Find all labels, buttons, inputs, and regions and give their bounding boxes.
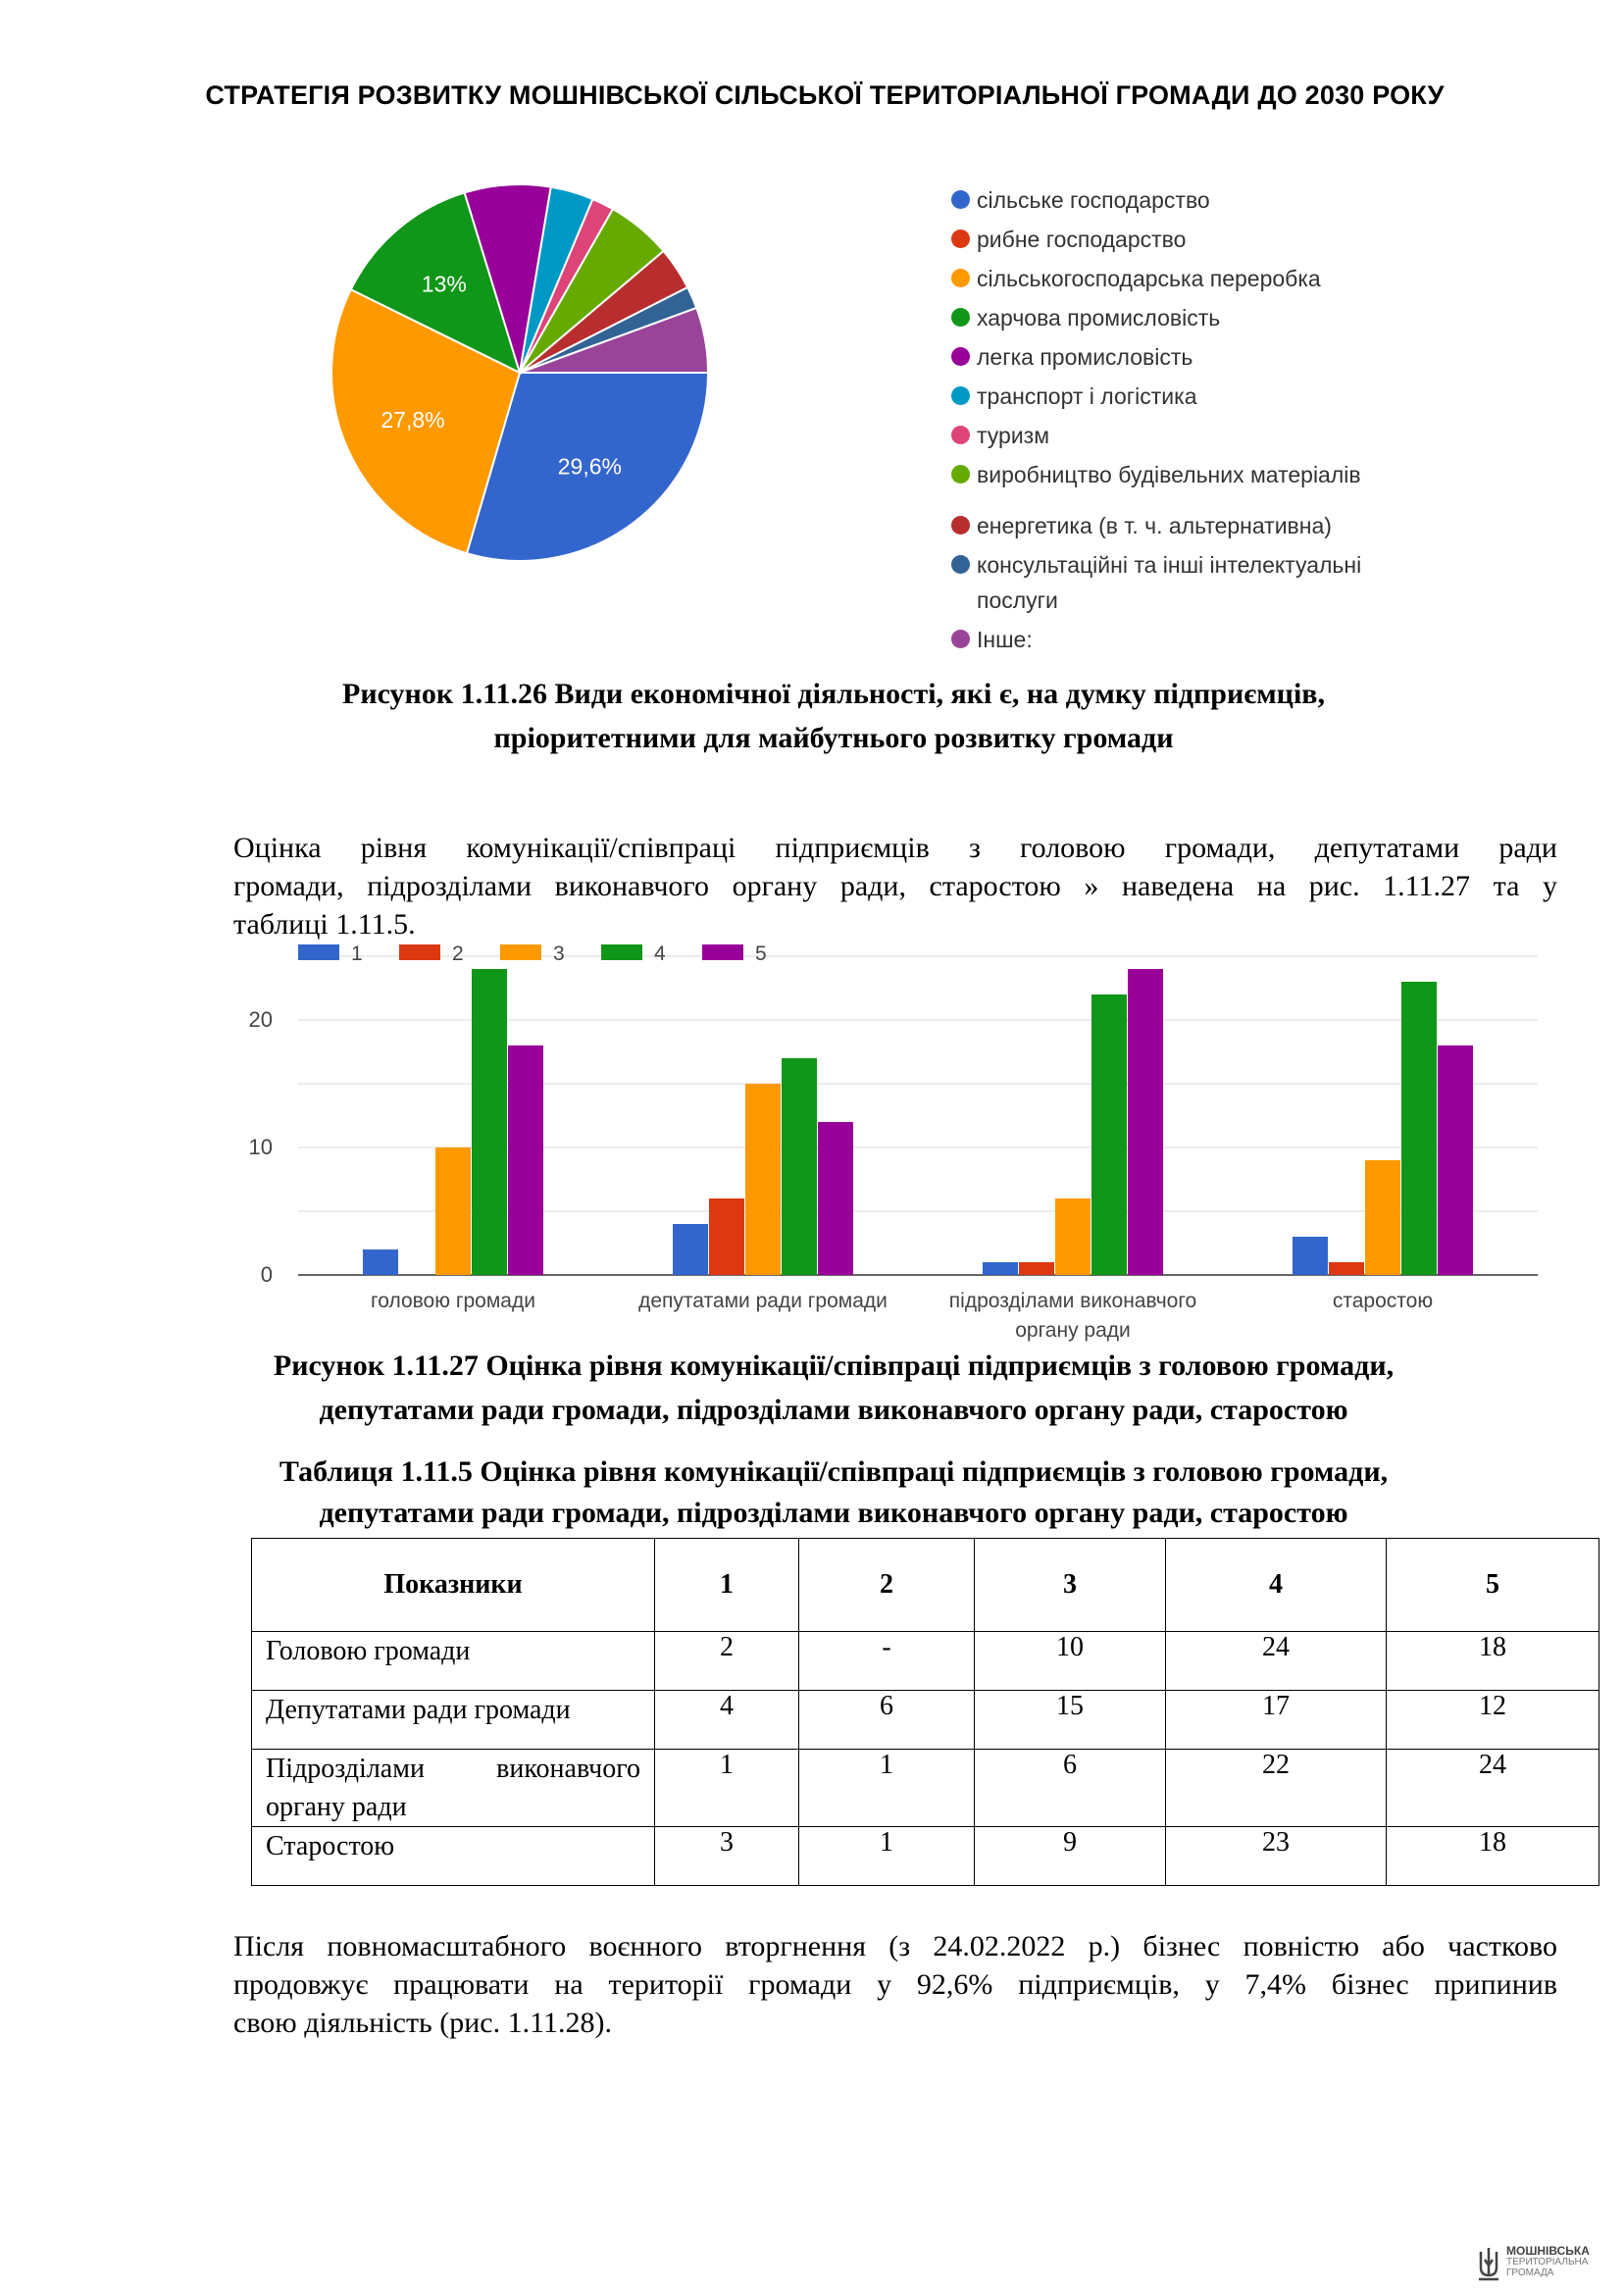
pie-chart <box>324 177 716 569</box>
bar-legend-label: 1 <box>351 942 363 965</box>
pie-legend-item <box>977 418 1049 453</box>
pie-slice-label: 13% <box>421 271 467 297</box>
table-row <box>252 1691 1599 1750</box>
pie-legend-label: Інше: <box>977 627 1033 652</box>
legend-color-dot <box>951 516 970 535</box>
table-row-label-text: Депутатами ради громади <box>266 1695 571 1725</box>
legend-color-dot <box>951 229 970 248</box>
figure-1-caption-line-2: пріоритетними для майбутнього розвитку громади <box>493 722 1174 754</box>
logo-line-1: МОШНІВСЬКА <box>1506 2244 1590 2258</box>
figure-2-caption-line-1: Рисунок 1.11.27 Оцінка рівня комунікації/співпраці підприємців з головою громади, <box>273 1350 1395 1382</box>
table-row <box>252 1750 1599 1827</box>
table-row-label <box>252 1691 655 1750</box>
bar <box>1438 1045 1473 1275</box>
x-tick-label: органу ради <box>1015 1319 1131 1342</box>
bar <box>673 1224 708 1275</box>
pie-legend-label: харчова промисловість <box>977 305 1221 331</box>
bar <box>782 1058 817 1275</box>
y-tick-label: 10 <box>248 1135 273 1159</box>
pie-legend-label: туризм <box>977 423 1050 448</box>
x-tick-label: підрозділами виконавчого <box>948 1290 1197 1312</box>
table-cell: 23 <box>1166 1827 1387 1886</box>
table-row <box>252 1632 1599 1691</box>
table-row-label-text: Підрозділами виконавчого <box>266 1754 640 1784</box>
bar <box>1019 1262 1054 1275</box>
bar <box>709 1198 744 1275</box>
table-cell: 3 <box>655 1827 799 1886</box>
table-caption-line-2: депутатами ради громади, підрозділами виконавчого органу ради, старостою <box>319 1497 1348 1529</box>
figure-2-caption <box>196 1344 1471 1432</box>
bar-legend-swatch <box>601 944 642 960</box>
bar <box>1329 1262 1364 1275</box>
logo-line-2: ТЕРИТОРІАЛЬНА <box>1506 2257 1589 2267</box>
y-tick-label: 0 <box>260 1262 273 1287</box>
pie-legend-label: консультаційні та інші інтелектуальні <box>977 552 1362 578</box>
intro-paragraph-line-1: Оцінка рівня комунікації/співпраці підприємців з головою громади, депутатами ради <box>233 832 1557 864</box>
table-cell: 1 <box>655 1750 799 1827</box>
intro-paragraph <box>233 829 1557 943</box>
pie-legend-item <box>977 508 1332 543</box>
legend-color-dot <box>951 190 970 209</box>
bar-legend-label: 2 <box>452 942 464 965</box>
bar <box>472 969 507 1275</box>
table-caption-line-1: Таблиця 1.11.5 Оцінка рівня комунікації/співпраці підприємців з головою громади, <box>279 1455 1389 1488</box>
legend-color-dot <box>951 630 970 648</box>
table-header-row <box>252 1539 1599 1632</box>
bar <box>818 1122 853 1275</box>
bar-legend-swatch <box>702 944 743 960</box>
pie-legend-item <box>977 457 1361 492</box>
table-row-label-text: Головою громади <box>266 1636 471 1666</box>
pie-legend-item <box>977 339 1193 375</box>
x-tick-label: старостою <box>1332 1290 1434 1312</box>
bar <box>745 1084 781 1275</box>
figure-1-caption-line-1: Рисунок 1.11.26 Види економічної діяльності, які є, на думку підприємців, <box>342 678 1325 710</box>
pie-slice-label: 27,8% <box>381 406 445 433</box>
bar-legend-label: 3 <box>553 942 565 965</box>
pie-legend-item <box>977 379 1197 414</box>
pie-legend-label: сільськогосподарська переробка <box>977 266 1321 291</box>
table-cell: 24 <box>1387 1750 1599 1827</box>
intro-paragraph-line-3: таблиці 1.11.5. <box>233 908 416 941</box>
bar-legend-swatch <box>399 944 440 960</box>
table-cell: 24 <box>1166 1632 1387 1691</box>
bar <box>435 1147 471 1275</box>
table-row-label <box>252 1750 655 1827</box>
table-header-cell: 2 <box>799 1539 975 1632</box>
table-row-label <box>252 1632 655 1691</box>
closing-paragraph-line-1: Після повномасштабного воєнного вторгнення (з 24.02.2022 р.) бізнес повністю або частково <box>233 1930 1557 1962</box>
legend-color-dot <box>951 269 970 287</box>
bar <box>1055 1198 1091 1275</box>
table-header-cell: 5 <box>1387 1539 1599 1632</box>
bar <box>1128 969 1163 1275</box>
table-cell: 9 <box>975 1827 1166 1886</box>
legend-color-dot <box>951 465 970 484</box>
pie-legend-item <box>977 300 1220 335</box>
table-cell: 10 <box>975 1632 1166 1691</box>
community-logo <box>1475 2246 1612 2285</box>
bar <box>1091 994 1127 1275</box>
legend-color-dot <box>951 555 970 574</box>
bar-chart <box>233 937 1567 1349</box>
legend-color-dot <box>951 347 970 366</box>
pie-legend-item <box>977 547 1361 618</box>
bar <box>983 1262 1018 1275</box>
table-cell: 17 <box>1166 1691 1387 1750</box>
y-tick-label: 20 <box>248 1007 273 1032</box>
pie-legend-label: виробництво будівельних матеріалів <box>977 462 1361 487</box>
legend-color-dot <box>951 426 970 444</box>
pie-legend-label: легка промисловість <box>977 344 1193 370</box>
figure-2-caption-line-2: депутатами ради громади, підрозділами виконавчого органу ради, старостою <box>319 1394 1348 1426</box>
bar <box>1401 982 1437 1275</box>
logo-line-3: ГРОМАДА <box>1506 2267 1554 2278</box>
legend-color-dot <box>951 386 970 405</box>
bar <box>1293 1237 1328 1275</box>
trident-icon <box>1475 2246 1502 2285</box>
table-header-cell: 4 <box>1166 1539 1387 1632</box>
table-row-label-text-2: органу ради <box>266 1792 407 1822</box>
table-cell: 1 <box>799 1750 975 1827</box>
legend-color-dot <box>951 308 970 327</box>
pie-legend-item <box>977 222 1186 257</box>
closing-paragraph-line-3: свою діяльність (рис. 1.11.28). <box>233 2007 612 2039</box>
intro-paragraph-line-2: громади, підрозділами виконавчого органу ради, старостою » наведена на рис. 1.11.27 та у <box>233 870 1557 902</box>
pie-legend-item <box>977 182 1210 218</box>
x-tick-label: головою громади <box>371 1290 535 1312</box>
data-table <box>251 1538 1599 1886</box>
table-header-cell: Показники <box>252 1539 655 1632</box>
bar <box>1365 1160 1400 1275</box>
pie-slice-label: 29,6% <box>557 453 622 480</box>
table-cell: 6 <box>799 1691 975 1750</box>
pie-legend-item <box>977 261 1321 296</box>
bar <box>508 1045 543 1275</box>
table-row-label <box>252 1827 655 1886</box>
table-caption <box>196 1452 1471 1534</box>
bar-legend-swatch <box>500 944 541 960</box>
pie-legend-item <box>977 622 1033 657</box>
table-header-cell: 3 <box>975 1539 1166 1632</box>
pie-legend-label: рибне господарство <box>977 227 1187 252</box>
figure-1-caption <box>196 672 1471 760</box>
table-cell: 22 <box>1166 1750 1387 1827</box>
x-tick-label: депутатами ради громади <box>638 1290 888 1312</box>
page-header-title: СТРАТЕГІЯ РОЗВИТКУ МОШНІВСЬКОЇ СІЛЬСЬКОЇ ТЕРИТОРІАЛЬНОЇ ГРОМАДИ ДО 2030 РОКУ <box>205 80 1445 110</box>
bar <box>363 1249 398 1275</box>
closing-paragraph-line-2: продовжує працювати на території громади у 92,6% підприємців, у 7,4% бізнес припинив <box>233 1968 1557 2001</box>
table-cell: 15 <box>975 1691 1166 1750</box>
bar-legend-label: 5 <box>755 942 767 965</box>
table-cell: 2 <box>655 1632 799 1691</box>
bar-legend-label: 4 <box>654 942 666 965</box>
table-cell: - <box>799 1632 975 1691</box>
table-cell: 12 <box>1387 1691 1599 1750</box>
bar-legend-swatch <box>298 944 339 960</box>
closing-paragraph <box>233 1927 1557 2042</box>
pie-legend-label: енергетика (в т. ч. альтернативна) <box>977 513 1332 538</box>
table-cell: 18 <box>1387 1632 1599 1691</box>
table-cell: 1 <box>799 1827 975 1886</box>
table-row <box>252 1827 1599 1886</box>
table-row-label-text: Старостою <box>266 1831 395 1861</box>
table-cell: 18 <box>1387 1827 1599 1886</box>
table-cell: 6 <box>975 1750 1166 1827</box>
pie-legend-label: послуги <box>977 587 1058 613</box>
table-cell: 4 <box>655 1691 799 1750</box>
pie-legend-label: транспорт і логістика <box>977 383 1197 409</box>
table-header-cell: 1 <box>655 1539 799 1632</box>
pie-legend-label: сільське господарство <box>977 187 1210 213</box>
